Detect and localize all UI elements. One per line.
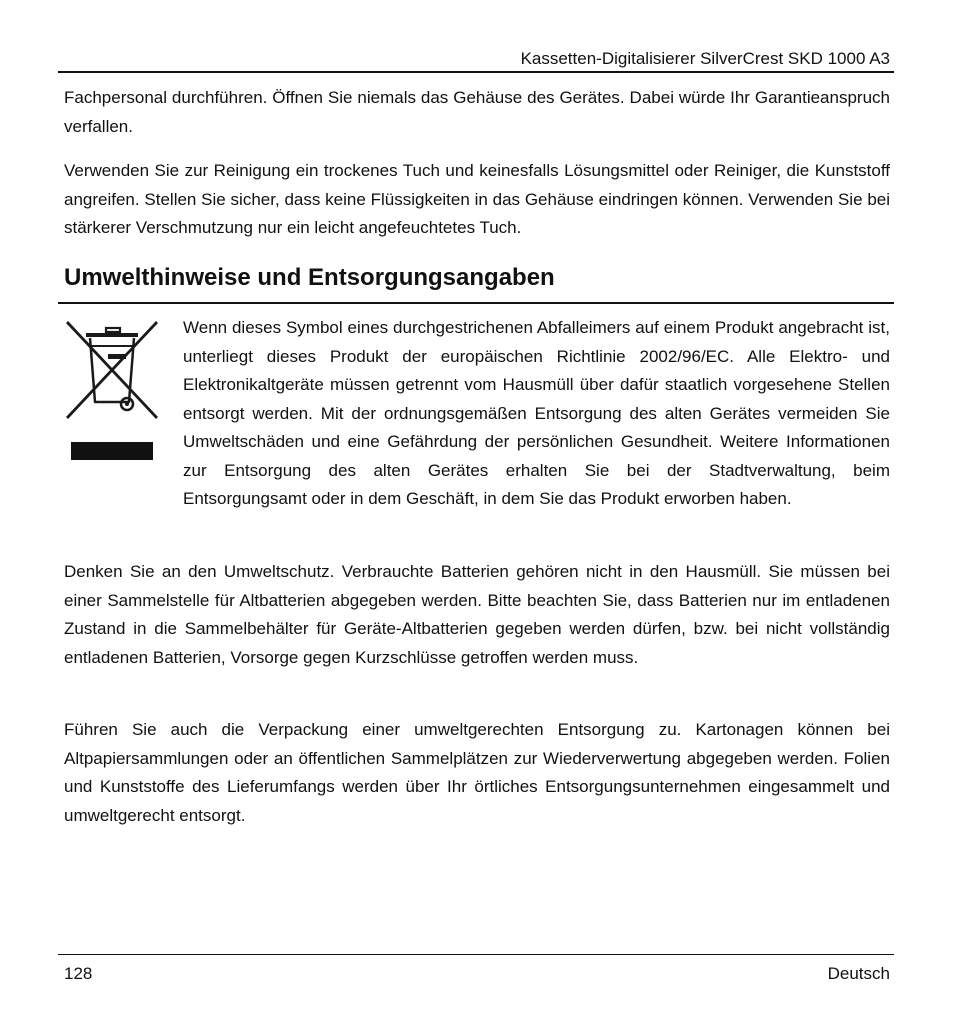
header-rule	[58, 71, 894, 73]
paragraph-cleaning: Verwenden Sie zur Reinigung ein trockenes Tuch und keinesfalls Lösungsmittel oder Reiniger, die Kunststoff angreifen. Stellen Sie sicher, dass keine Flüssigkeiten in das Gehäuse eindringen können. Verwenden Sie bei stärkerer Verschmutzung nur ein leicht angefeuchtetes Tuch.	[64, 161, 890, 237]
page-number: 128	[64, 964, 93, 983]
paragraph-warranty: Fachpersonal durchführen. Öffnen Sie niemals das Gehäuse des Gerätes. Dabei würde Ihr Garantieanspruch verfallen.	[64, 88, 890, 136]
section-heading: Umwelthinweise und Entsorgungsangaben	[64, 264, 555, 291]
section-rule	[58, 302, 894, 304]
crossed-out-wheelie-bin-icon	[62, 318, 162, 464]
running-header: Kassetten-Digitalisierer SilverCrest SKD 1000 A3	[520, 49, 890, 68]
paragraph-batteries: Denken Sie an den Umweltschutz. Verbrauchte Batterien gehören nicht in den Hausmüll. Sie müssen bei einer Sammelstelle für Altbatterien abgegeben werden. Bitte beachten Sie, dass Batterien nur im entladenen Zustand in die Sammelbehälter für Geräte-Altbatterien gegeben werden dürfen, bzw. bei nicht vollständig entladenen Batterien, Vorsorge gegen Kurzschlüsse getroffen werden muss.	[64, 562, 890, 667]
footer-language: Deutsch	[827, 964, 890, 983]
paragraph-packaging: Führen Sie auch die Verpackung einer umweltgerechten Entsorgung zu. Kartonagen können bei Altpapiersammlungen oder an öffentlichen Sammelplätzen zur Wiederverwertung abgegeben werden. Folien und Kunststoffe des Lieferumfangs werden über Ihr örtliches Entsorgungsunternehmen eingesammelt und umweltgerecht entsorgt.	[64, 720, 890, 825]
paragraph-weee: Wenn dieses Symbol eines durchgestrichenen Abfalleimers auf einem Produkt angebracht ist, unterliegt dieses Produkt der europäischen Richtlinie 2002/96/EC. Alle Elektro- und Elektronikaltgeräte müssen getrennt vom Hausmüll über dafür staatlich vorgesehene Stellen entsorgt werden. Mit der ordnungsgemäßen Entsorgung des alten Gerätes vermeiden Sie Umweltschäden und eine Gefährdung der persönlichen Gesundheit. Weitere Informationen zur Entsorgung des alten Gerätes erhalten Sie bei der Stadtverwaltung, beim Entsorgungsamt oder in dem Geschäft, in dem Sie das Produkt erworben haben.	[183, 318, 890, 508]
footer-rule	[58, 954, 894, 955]
